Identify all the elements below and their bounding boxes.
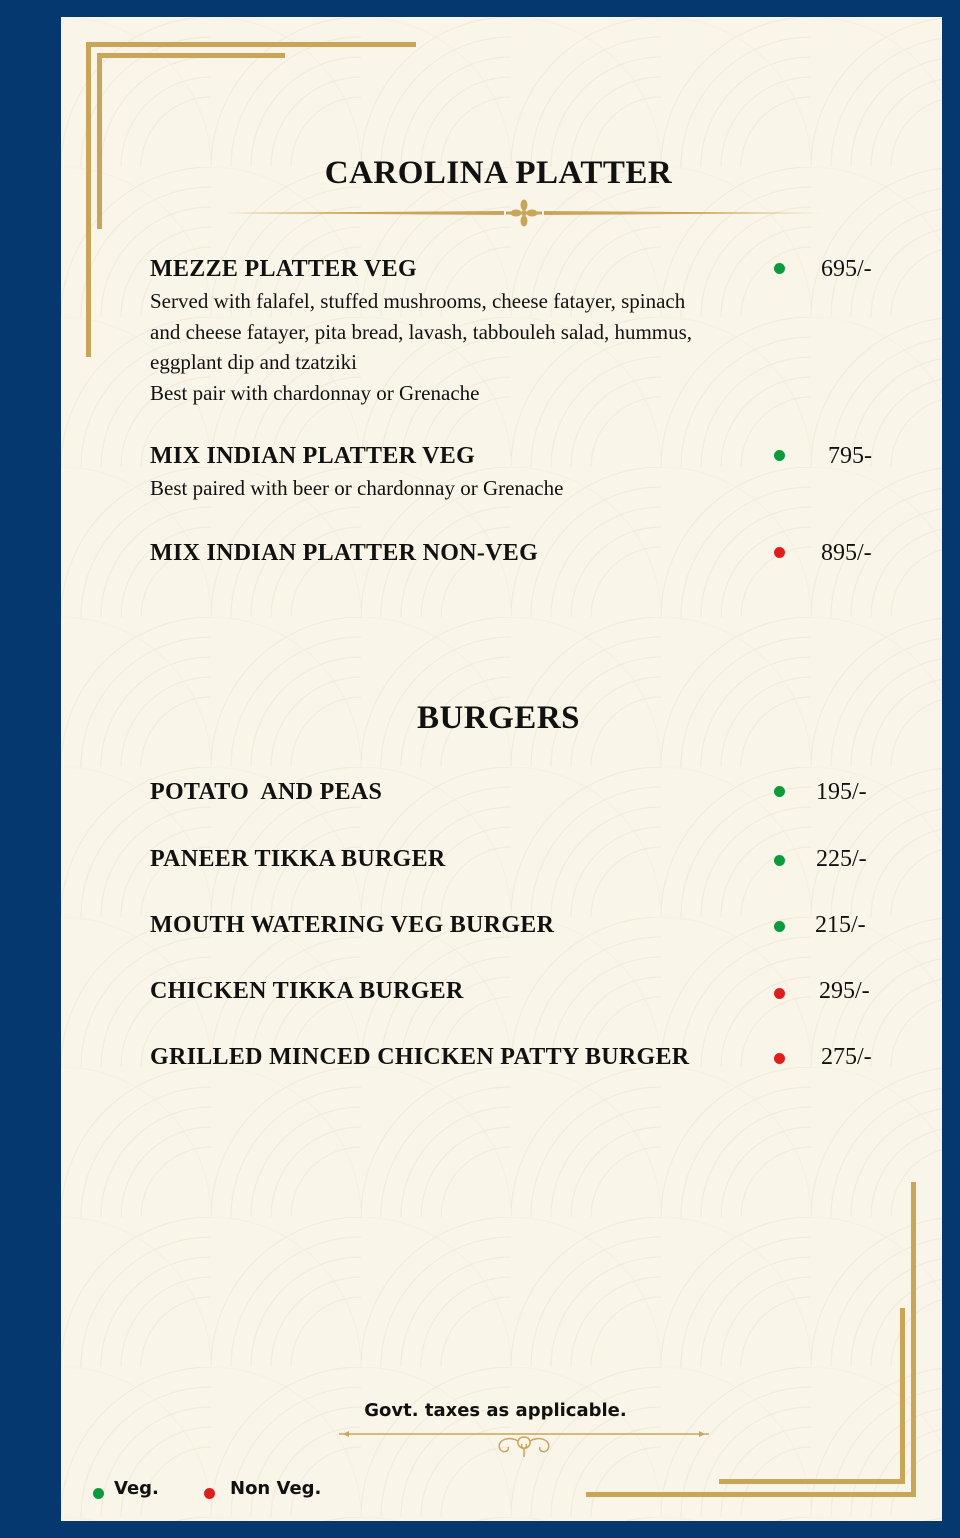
corner-frame-right-inner	[900, 1308, 905, 1484]
menu-item-mezze-platter-veg	[150, 254, 750, 408]
ornament-divider	[226, 198, 822, 228]
section-title-burgers: BURGERS	[416, 700, 581, 736]
corner-frame-bottom-inner	[719, 1479, 905, 1484]
menu-item-grilled-minced-chicken-patty-burger	[150, 1042, 750, 1072]
description-line: and cheese fatayer, pita bread, lavash, tabbouleh salad, hummus,	[150, 319, 693, 344]
corner-frame-left-inner	[97, 53, 102, 229]
item-description	[150, 286, 750, 408]
description-line: Best paired with beer or chardonnay or Grenache	[150, 476, 564, 500]
item-name: MEZZE PLATTER VEG	[150, 256, 417, 282]
menu-item-mix-indian-platter-veg	[150, 441, 750, 504]
section-title-carolina-platter: CAROLINA PLATTER	[324, 155, 673, 191]
item-price: 215/-	[815, 912, 866, 938]
description-line: eggplant dip and tzatziki	[150, 350, 358, 374]
item-price: 275/-	[821, 1044, 872, 1070]
item-price: 195/-	[816, 779, 867, 805]
item-name: GRILLED MINCED CHICKEN PATTY BURGER	[150, 1044, 690, 1070]
veg-indicator-dot	[774, 921, 785, 932]
item-name: MIX INDIAN PLATTER VEG	[150, 443, 476, 469]
item-price: 795-	[828, 443, 872, 469]
legend-veg-label: Veg.	[114, 1478, 159, 1499]
legend-veg-dot	[93, 1488, 104, 1499]
corner-frame-bottom-outer	[586, 1492, 916, 1497]
item-name: MOUTH WATERING VEG BURGER	[150, 912, 555, 938]
corner-frame-top-outer	[86, 42, 416, 47]
item-price: 225/-	[816, 846, 867, 872]
item-price: 895/-	[821, 540, 872, 566]
item-name: CHICKEN TIKKA BURGER	[150, 978, 464, 1004]
menu-item-mouth-watering-veg-burger	[150, 910, 750, 940]
item-description	[150, 473, 750, 504]
legend-non-veg-label: Non Veg.	[230, 1478, 322, 1499]
menu-item-mix-indian-platter-non-veg	[150, 538, 750, 568]
legend-non-veg-dot	[204, 1488, 215, 1499]
non-veg-indicator-dot	[774, 547, 785, 558]
veg-indicator-dot	[774, 263, 785, 274]
item-price: 295/-	[819, 978, 870, 1004]
item-name: MIX INDIAN PLATTER NON-VEG	[150, 540, 539, 566]
item-price: 695/-	[821, 256, 872, 282]
menu-item-potato-and-peas	[150, 777, 750, 807]
item-name: POTATO AND PEAS	[150, 779, 383, 805]
non-veg-indicator-dot	[774, 988, 785, 999]
veg-indicator-dot	[774, 786, 785, 797]
non-veg-indicator-dot	[774, 1053, 785, 1064]
menu-item-chicken-tikka-burger	[150, 976, 750, 1006]
veg-indicator-dot	[774, 450, 785, 461]
footer-ornament	[339, 1425, 709, 1465]
menu-item-paneer-tikka-burger	[150, 844, 750, 874]
background-pattern	[61, 17, 942, 1521]
tax-note: Govt. taxes as applicable.	[364, 1400, 627, 1421]
item-name: PANEER TIKKA BURGER	[150, 846, 446, 872]
corner-frame-left-outer	[86, 42, 91, 357]
corner-frame-top-inner	[97, 53, 285, 58]
veg-indicator-dot	[774, 855, 785, 866]
description-line: Served with falafel, stuffed mushrooms, cheese fatayer, spinach	[150, 289, 686, 313]
corner-frame-right-outer	[911, 1182, 916, 1497]
menu-page	[61, 17, 942, 1521]
description-line: Best pair with chardonnay or Grenache	[150, 380, 480, 405]
